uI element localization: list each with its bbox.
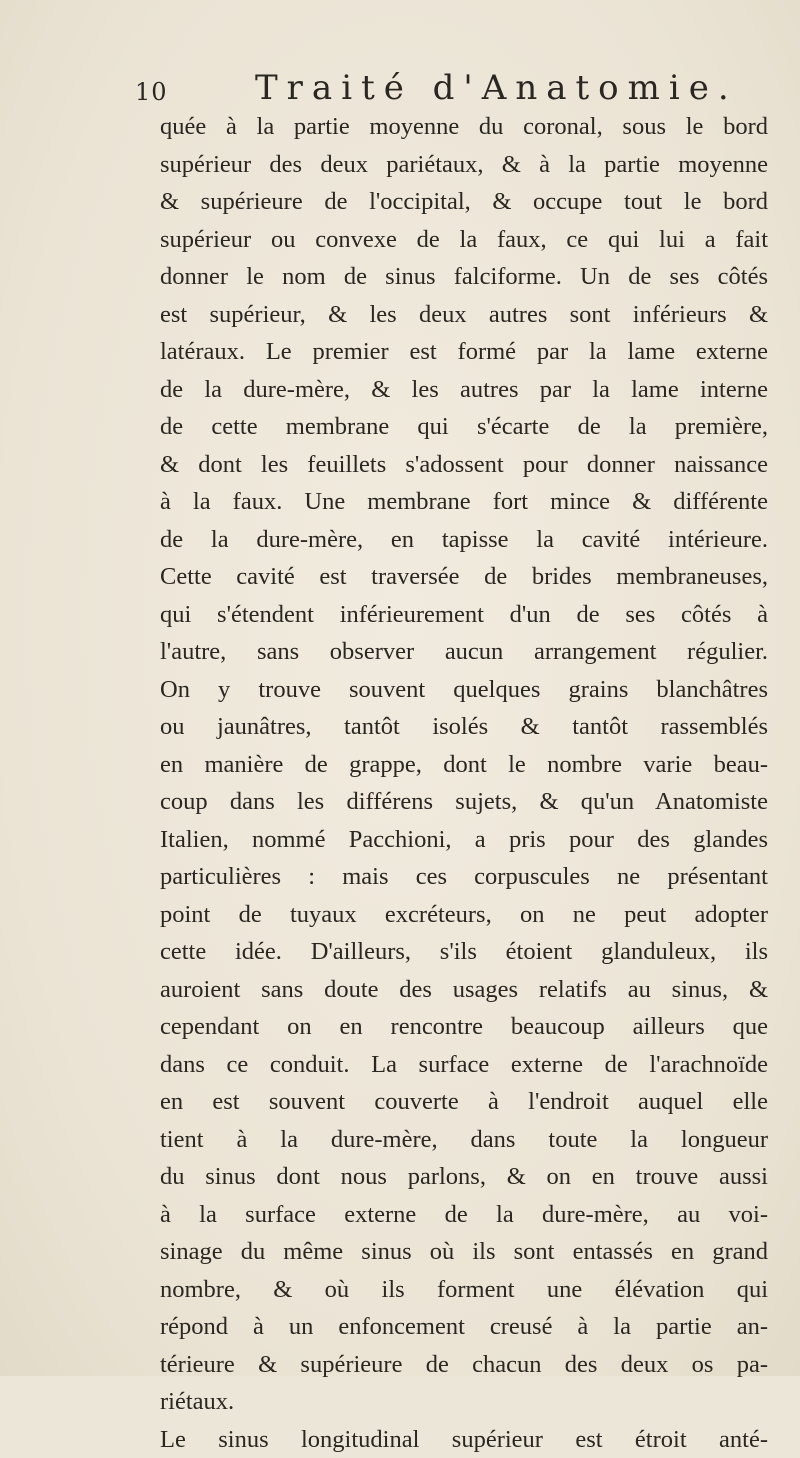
body-text	[160, 108, 768, 1458]
text-line: nombre, & où ils forment une élévation qui	[160, 1271, 768, 1309]
text-line: à la surface externe de la dure-mère, au voi-	[160, 1196, 768, 1234]
running-title: Traité d'Anatomie.	[255, 68, 738, 108]
text-line: dans ce conduit. La surface externe de l'arachnoïde	[160, 1046, 768, 1084]
text-line: en manière de grappe, dont le nombre varie beau-	[160, 746, 768, 784]
text-line: en est souvent couverte à l'endroit auquel elle	[160, 1083, 768, 1121]
text-line: On y trouve souvent quelques grains blanchâtres	[160, 671, 768, 709]
text-line: quée à la partie moyenne du coronal, sous le bord	[160, 108, 768, 146]
text-line: & dont les feuillets s'adossent pour donner naissance	[160, 446, 768, 484]
text-line: cette idée. D'ailleurs, s'ils étoient glanduleux, ils	[160, 933, 768, 971]
text-line: cependant on en rencontre beaucoup ailleurs que	[160, 1008, 768, 1046]
text-line: riétaux.	[160, 1383, 768, 1421]
text-line: de cette membrane qui s'écarte de la première,	[160, 408, 768, 446]
text-line: est supérieur, & les deux autres sont inférieurs &	[160, 296, 768, 334]
text-line: coup dans les différens sujets, & qu'un Anatomiste	[160, 783, 768, 821]
text-line: de la dure-mère, en tapisse la cavité intérieure.	[160, 521, 768, 559]
text-line: supérieur ou convexe de la faux, ce qui lui a fait	[160, 221, 768, 259]
text-line: sinage du même sinus où ils sont entassés en grand	[160, 1233, 768, 1271]
text-line: particulières : mais ces corpuscules ne présentant	[160, 858, 768, 896]
page-number: 10	[135, 78, 168, 106]
text-line: auroient sans doute des usages relatifs au sinus, &	[160, 971, 768, 1009]
text-line: latéraux. Le premier est formé par la lame externe	[160, 333, 768, 371]
text-line: du sinus dont nous parlons, & on en trouve aussi	[160, 1158, 768, 1196]
text-line: répond à un enfoncement creusé à la partie an-	[160, 1308, 768, 1346]
text-line: & supérieure de l'occipital, & occupe tout le bord	[160, 183, 768, 221]
text-line: point de tuyaux excréteurs, on ne peut adopter	[160, 896, 768, 934]
text-line: tient à la dure-mère, dans toute la longueur	[160, 1121, 768, 1159]
text-line: à la faux. Une membrane fort mince & différente	[160, 483, 768, 521]
text-line: ou jaunâtres, tantôt isolés & tantôt rassemblés	[160, 708, 768, 746]
text-line: l'autre, sans observer aucun arrangement régulier.	[160, 633, 768, 671]
text-line: supérieur des deux pariétaux, & à la partie moyenne	[160, 146, 768, 184]
text-line: qui s'étendent inférieurement d'un de ses côtés à	[160, 596, 768, 634]
page-header	[135, 68, 775, 112]
text-line: térieure & supérieure de chacun des deux os pa-	[160, 1346, 768, 1384]
text-line: Le sinus longitudinal supérieur est étroit anté-	[160, 1421, 768, 1458]
text-line: Cette cavité est traversée de brides membraneuses,	[160, 558, 768, 596]
text-line: donner le nom de sinus falciforme. Un de ses côtés	[160, 258, 768, 296]
text-line: Italien, nommé Pacchioni, a pris pour des glandes	[160, 821, 768, 859]
text-line: de la dure-mère, & les autres par la lame interne	[160, 371, 768, 409]
